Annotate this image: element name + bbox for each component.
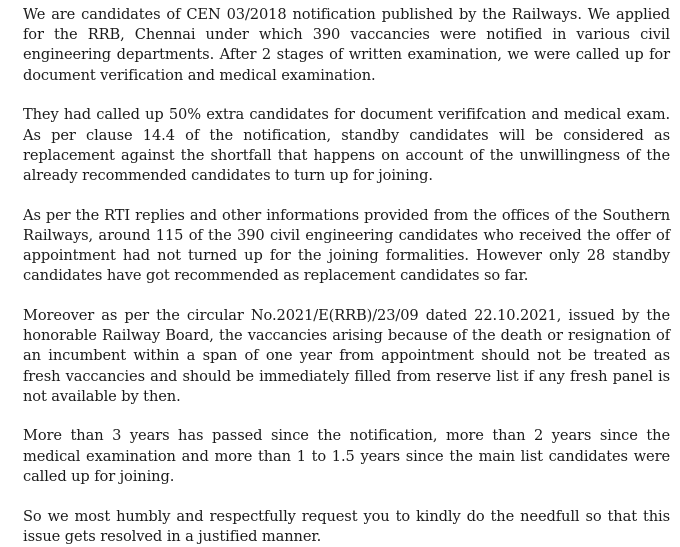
paragraph-request: So we most humbly and respectfully request you to kindly do the needfull so that this issue gets resolved in a justified manner. (23, 507, 670, 545)
paragraph-timeline: More than 3 years has passed since the notification, more than 2 years since the medical examination and more than 1 to 1.5 years since the main list candidates were called up for joining. (23, 427, 670, 485)
paragraph-rti-replies: As per the RTI replies and other informations provided from the offices of the Southern Railways, around 115 of the 390 civil engineering candidates who received the offer of appointment had not turned up for the joining formalities. However only 28 standby candidates have got recommended as replacement candidates so far. (23, 206, 670, 285)
paragraph-intro: We are candidates of CEN 03/2018 notification published by the Railways. We applied for the RRB, Chennai under which 390 vaccancies were notified in various civil engineering departments. After 2 stages of written examination, we were called up for document verification and medical examination. (23, 6, 670, 84)
paragraph-circular: Moreover as per the circular No.2021/E(RRB)/23/09 dated 22.10.2021, issued by the honorable Railway Board, the vaccancies arising because of the death or resignation of an incumbent within a span of one year from appointment should not be treated as fresh vaccancies and should be immediately filled from reserve list if any fresh panel is not available by then. (23, 306, 670, 405)
paragraph-standby-clause: They had called up 50% extra candidates for document verififcation and medical exam. As per clause 14.4 of the notification, standby candidates will be considered as replacement against the shortfall that happens on account of the unwillingness of the already recommended candidates to turn up for joining. (23, 106, 670, 184)
letter-body (23, 5, 670, 547)
